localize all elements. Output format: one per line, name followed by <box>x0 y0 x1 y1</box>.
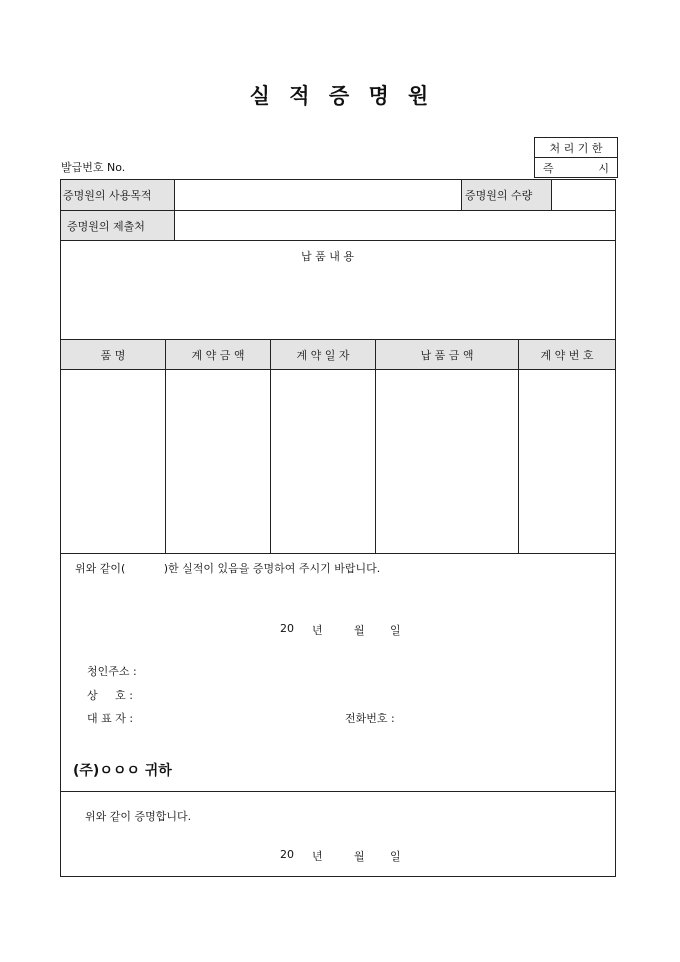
contract-number-cell[interactable] <box>519 370 615 553</box>
column-header-delivery-amount: 납 품 금 액 <box>420 348 474 362</box>
date1-year-prefix: 20 <box>280 622 294 635</box>
column-header-contract-amount: 계 약 금 액 <box>191 348 245 362</box>
item-name-cell[interactable] <box>61 370 165 553</box>
certificate-form <box>60 179 616 877</box>
contract-amount-cell[interactable] <box>166 370 270 553</box>
column-header-item-name: 품 명 <box>100 348 126 362</box>
quantity-field[interactable] <box>552 180 615 210</box>
processing-deadline-box <box>534 137 618 178</box>
date2-year: 년 <box>312 850 323 863</box>
request-statement: 위와 같이( )한 실적이 있음을 증명하여 주시기 바랍니다. <box>75 562 381 575</box>
date2-month: 월 <box>354 850 365 863</box>
processing-deadline-value[interactable] <box>535 157 617 177</box>
processing-value-left: 즉 <box>543 161 554 175</box>
divider <box>61 240 615 241</box>
applicant-address-label: 청인주소 : <box>87 665 137 678</box>
applicant-phone-label: 전화번호 : <box>345 712 395 725</box>
document-title: 실 적 증 명 원 <box>249 83 431 108</box>
submit-field[interactable] <box>175 211 615 240</box>
column-header-contract-number: 계 약 번 호 <box>540 348 594 362</box>
delivery-contents-field[interactable] <box>61 265 615 335</box>
delivery-amount-cell[interactable] <box>376 370 518 553</box>
divider <box>61 553 615 554</box>
purpose-label: 증명원의 사용목적 <box>63 189 152 202</box>
certify-statement: 위와 같이 증명합니다. <box>85 810 192 823</box>
processing-value-right: 시 <box>598 161 609 175</box>
addressee: (주)ㅇㅇㅇ 귀하 <box>73 763 172 779</box>
processing-deadline-label <box>535 138 617 157</box>
contract-date-cell[interactable] <box>271 370 375 553</box>
purpose-field[interactable] <box>175 180 461 210</box>
date2-day: 일 <box>390 850 401 863</box>
issue-number-label: 발급번호 No. <box>61 161 126 174</box>
applicant-company-label: 상 호 : <box>87 689 133 702</box>
submit-label: 증명원의 제출처 <box>67 219 145 233</box>
date1-month: 월 <box>354 624 365 637</box>
quantity-label: 증명원의 수량 <box>465 189 533 202</box>
delivery-section-label: 납 품 내 용 <box>301 250 354 263</box>
date1-day: 일 <box>390 624 401 637</box>
divider <box>61 791 615 792</box>
column-header-contract-date: 계 약 일 자 <box>296 348 350 362</box>
processing-deadline-label-text: 처 리 기 한 <box>549 141 603 155</box>
date2-year-prefix: 20 <box>280 848 294 861</box>
date1-year: 년 <box>312 624 323 637</box>
applicant-representative-label: 대 표 자 : <box>87 712 134 725</box>
